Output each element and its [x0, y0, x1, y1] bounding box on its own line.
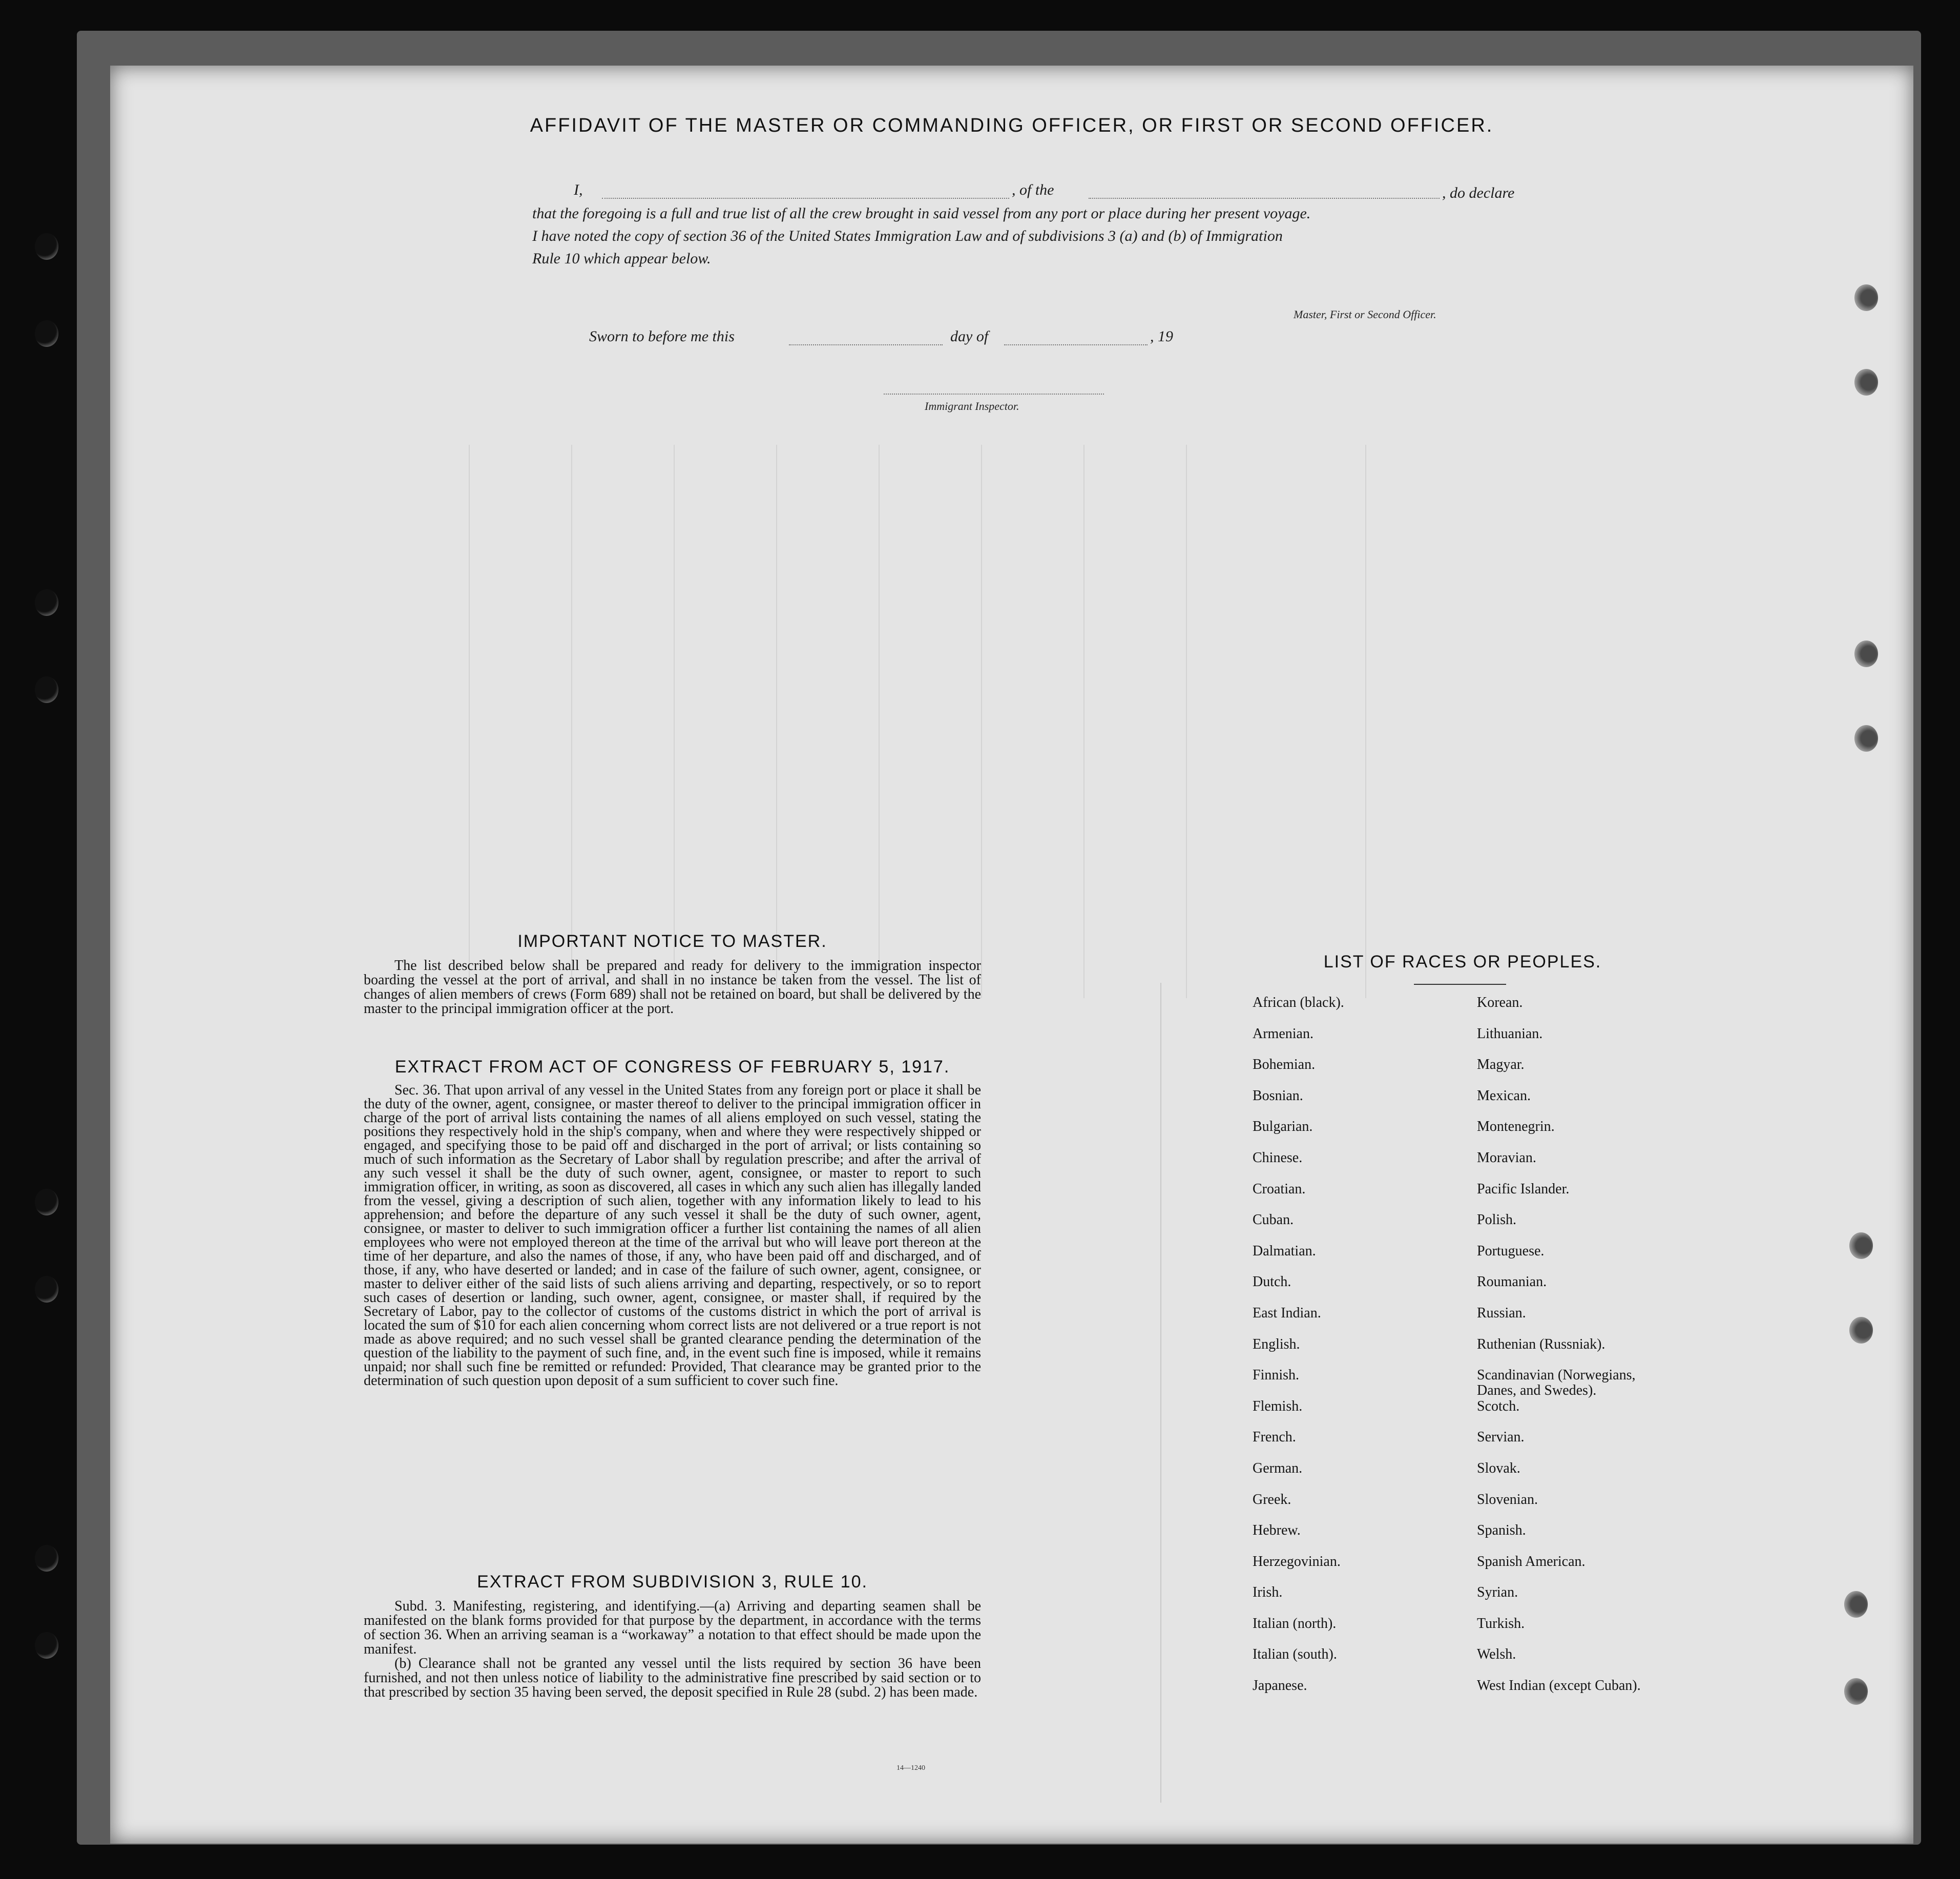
race-item: Bosnian.: [1253, 1087, 1303, 1104]
blank-inspector: [884, 394, 1104, 395]
bleed-through-rule: [1160, 983, 1161, 1803]
race-item: Moravian.: [1477, 1149, 1536, 1166]
notice-text: The list described below shall be prepared and ready for delivery to the immigration inspector boarding the vessel at the port of arrival, and shall in no instance be taken from the vessel. The list of changes of alien members of crews (Form 689) shall not be retained on board, but shall be delivered by the master to the principal immigration officer at the port.: [364, 958, 981, 1017]
race-item: Armenian.: [1253, 1025, 1313, 1042]
notice-heading: IMPORTANT NOTICE TO MASTER.: [517, 932, 827, 951]
blank-day: [789, 344, 943, 345]
document-page: [110, 66, 1913, 1844]
race-item: Pacific Islander.: [1477, 1181, 1570, 1197]
binder-hole: [35, 676, 58, 703]
binder-hole: [35, 1276, 58, 1303]
inspector-label: Immigrant Inspector.: [925, 400, 1019, 412]
blank-month: [1004, 344, 1148, 345]
affidavit-title: AFFIDAVIT OF THE MASTER OR COMMANDING OFFICER, OR FIRST OR SECOND OFFICER.: [530, 115, 1494, 136]
race-item: Spanish American.: [1477, 1553, 1586, 1570]
affidavit-do-declare: , do declare: [1442, 184, 1515, 201]
affidavit-line2: that the foregoing is a full and true list of all the crew brought in said vessel from any port or place during her present voyage.: [532, 205, 1311, 222]
race-item: Slovak.: [1477, 1460, 1520, 1476]
race-item: English.: [1253, 1336, 1300, 1352]
race-item: Chinese.: [1253, 1149, 1303, 1166]
bleed-through-rule: [776, 445, 777, 998]
race-item: Italian (south).: [1253, 1646, 1337, 1663]
bleed-through-rule: [571, 445, 572, 998]
affidavit-of-the: , of the: [1012, 181, 1054, 198]
races-left-column: [1253, 995, 1468, 1709]
races-heading-rule: [1414, 984, 1506, 985]
race-item: Italian (north).: [1253, 1615, 1337, 1632]
binder-hole: [35, 1189, 58, 1215]
bleed-through-rule: [1365, 445, 1366, 998]
races-heading: LIST OF RACES OR PEOPLES.: [1323, 952, 1602, 972]
race-item: Bohemian.: [1253, 1057, 1316, 1073]
race-item: Servian.: [1477, 1429, 1525, 1446]
act-text: Sec. 36. That upon arrival of any vessel in the United States from any foreign port or place it shall be the duty of the owner, agent, consignee, or master thereof to deliver to the principal immigration officer in charge of the port of arrival lists containing the names of all aliens employed on such vessel, stating the positions they respectively hold in the ship's company, when and where they were respectively shipped or engaged, and specifying those to be paid off and discharged in the port of arrival; or lists containing so much of such information as the Secretary of Labor shall by regulation prescribe; and after the arrival of any such vessel it shall be the duty of such owner, agent, consignee, or master to report to such immigration officer, in writing, as soon as discovered, all cases in which any such alien has illegally landed from the vessel, giving a description of such alien, together with any information likely to lead to his apprehension; and before the departure of any such vessel it shall be the duty of such owner, agent, consignee, or master to deliver to such immigration officer a further list containing the names of all alien employees who were not employed thereon at the time of the arrival but who will leave port thereon at the time of her departure, and also the names of those, if any, who have been paid off and discharged, and of those, if any, who have deserted or landed; and in case of the failure of such owner, agent, consignee, or master to deliver either of the said lists of such aliens arriving and departing, respectively, or so to report such cases of desertion or landing, such owner, agent, consignee, or master shall, if required by the Secretary of Labor, pay to the collector of customs of the customs district in which the port of arrival is located the sum of $10 for each alien concerning whom correct lists are not delivered or a true report is not made as above required; and no such vessel shall be granted clearance pending the determination of the question of the liability to the payment of such fine, and, in the event such fine is imposed, while it remains unpaid; nor shall such fine be remitted or refunded: Provided, That clearance may be granted prior to the determination of such question upon deposit of a sum sufficient to cover such fine.: [364, 1082, 981, 1389]
affidavit-i: I,: [574, 181, 583, 198]
race-item: French.: [1253, 1429, 1296, 1446]
binder-hole: [35, 1632, 58, 1659]
race-item: Slovenian.: [1477, 1491, 1538, 1508]
binder-hole: [1854, 725, 1878, 752]
race-item: Croatian.: [1253, 1181, 1306, 1197]
blank-vessel: [1089, 198, 1440, 199]
blank-name: [602, 198, 1009, 199]
rule-heading: EXTRACT FROM SUBDIVISION 3, RULE 10.: [477, 1572, 868, 1592]
binder-hole: [1854, 369, 1878, 396]
race-item: Dalmatian.: [1253, 1243, 1316, 1259]
sworn-text: Sworn to before me this: [589, 328, 735, 345]
race-item: Portuguese.: [1477, 1243, 1545, 1259]
notice-section: [364, 932, 981, 1016]
year-text: , 19: [1150, 328, 1173, 345]
form-number: 14—1240: [896, 1764, 925, 1772]
race-item: East Indian.: [1253, 1305, 1321, 1321]
act-section: [364, 1057, 981, 1388]
race-item: Mexican.: [1477, 1087, 1531, 1104]
rule-text-a: Subd. 3. Manifesting, registering, and identifying.—(a) Arriving and departing seamen shall be manifested on the blank forms provided for that purpose by the department, in accordance with the terms of section 36. When an arriving seaman is a “workaway” a notation to that effect should be made upon the manifest.: [364, 1598, 981, 1657]
affidavit-line4: Rule 10 which appear below.: [532, 250, 711, 267]
race-item: Montenegrin.: [1477, 1119, 1555, 1135]
binder-hole: [1849, 1232, 1873, 1259]
race-item: Spanish.: [1477, 1522, 1526, 1539]
binder-hole: [1854, 284, 1878, 311]
race-item: Flemish.: [1253, 1398, 1303, 1414]
race-item: Roumanian.: [1477, 1274, 1547, 1290]
race-item: Turkish.: [1477, 1615, 1525, 1632]
bleed-through-rule: [1186, 445, 1187, 998]
bleed-through-rule: [1083, 445, 1085, 998]
binder-hole: [35, 233, 58, 260]
race-item: Japanese.: [1253, 1678, 1307, 1694]
race-item: Hebrew.: [1253, 1522, 1301, 1539]
race-item: West Indian (except Cuban).: [1477, 1678, 1641, 1694]
binder-hole: [1849, 1317, 1873, 1344]
race-item: Polish.: [1477, 1212, 1517, 1228]
race-item: Dutch.: [1253, 1274, 1291, 1290]
race-item: Scotch.: [1477, 1398, 1520, 1414]
race-item: Greek.: [1253, 1491, 1291, 1508]
races-right-column: [1477, 995, 1702, 1709]
binder-hole: [1844, 1591, 1868, 1618]
race-item: Irish.: [1253, 1584, 1283, 1601]
rule-text-b: (b) Clearance shall not be granted any vessel until the lists required by section 36 have been furnished, and not then unless notice of liability to the administrative fine prescribed by said section or to that prescribed by section 35 having been served, the deposit specified in Rule 28 (subd. 2) has been made.: [364, 1656, 981, 1700]
bleed-through-rule: [469, 445, 470, 998]
race-item: German.: [1253, 1460, 1303, 1476]
rule-section: [364, 1572, 981, 1700]
race-item: Russian.: [1477, 1305, 1526, 1321]
bleed-through-rule: [674, 445, 675, 998]
race-item: African (black).: [1253, 995, 1344, 1010]
race-item: Cuban.: [1253, 1212, 1294, 1228]
race-item: Bulgarian.: [1253, 1119, 1313, 1135]
act-heading: EXTRACT FROM ACT OF CONGRESS OF FEBRUARY 5, 1917.: [394, 1057, 950, 1077]
race-item: Finnish.: [1253, 1367, 1300, 1384]
binder-hole: [35, 589, 58, 616]
bleed-through-rule: [981, 445, 982, 998]
race-item: Welsh.: [1477, 1646, 1516, 1663]
binder-hole: [35, 1545, 58, 1572]
race-item: Syrian.: [1477, 1584, 1518, 1601]
race-item: Ruthenian (Russniak).: [1477, 1336, 1605, 1352]
race-item: Lithuanian.: [1477, 1025, 1543, 1042]
race-item: Korean.: [1477, 995, 1523, 1010]
race-item: Herzegovinian.: [1253, 1553, 1341, 1570]
bleed-through-rule: [879, 445, 880, 998]
binder-hole: [1844, 1678, 1868, 1705]
binder-hole: [35, 320, 58, 347]
day-of-text: day of: [950, 328, 989, 345]
signature-label: Master, First or Second Officer.: [1294, 308, 1436, 321]
race-item: Scandinavian (Norwegians, Danes, and Swedes).: [1477, 1367, 1636, 1399]
binder-hole: [1854, 641, 1878, 667]
affidavit-line3: I have noted the copy of section 36 of the United States Immigration Law and of subdivisions 3 (a) and (b) of Immigration: [532, 228, 1283, 244]
race-item: Magyar.: [1477, 1057, 1525, 1073]
